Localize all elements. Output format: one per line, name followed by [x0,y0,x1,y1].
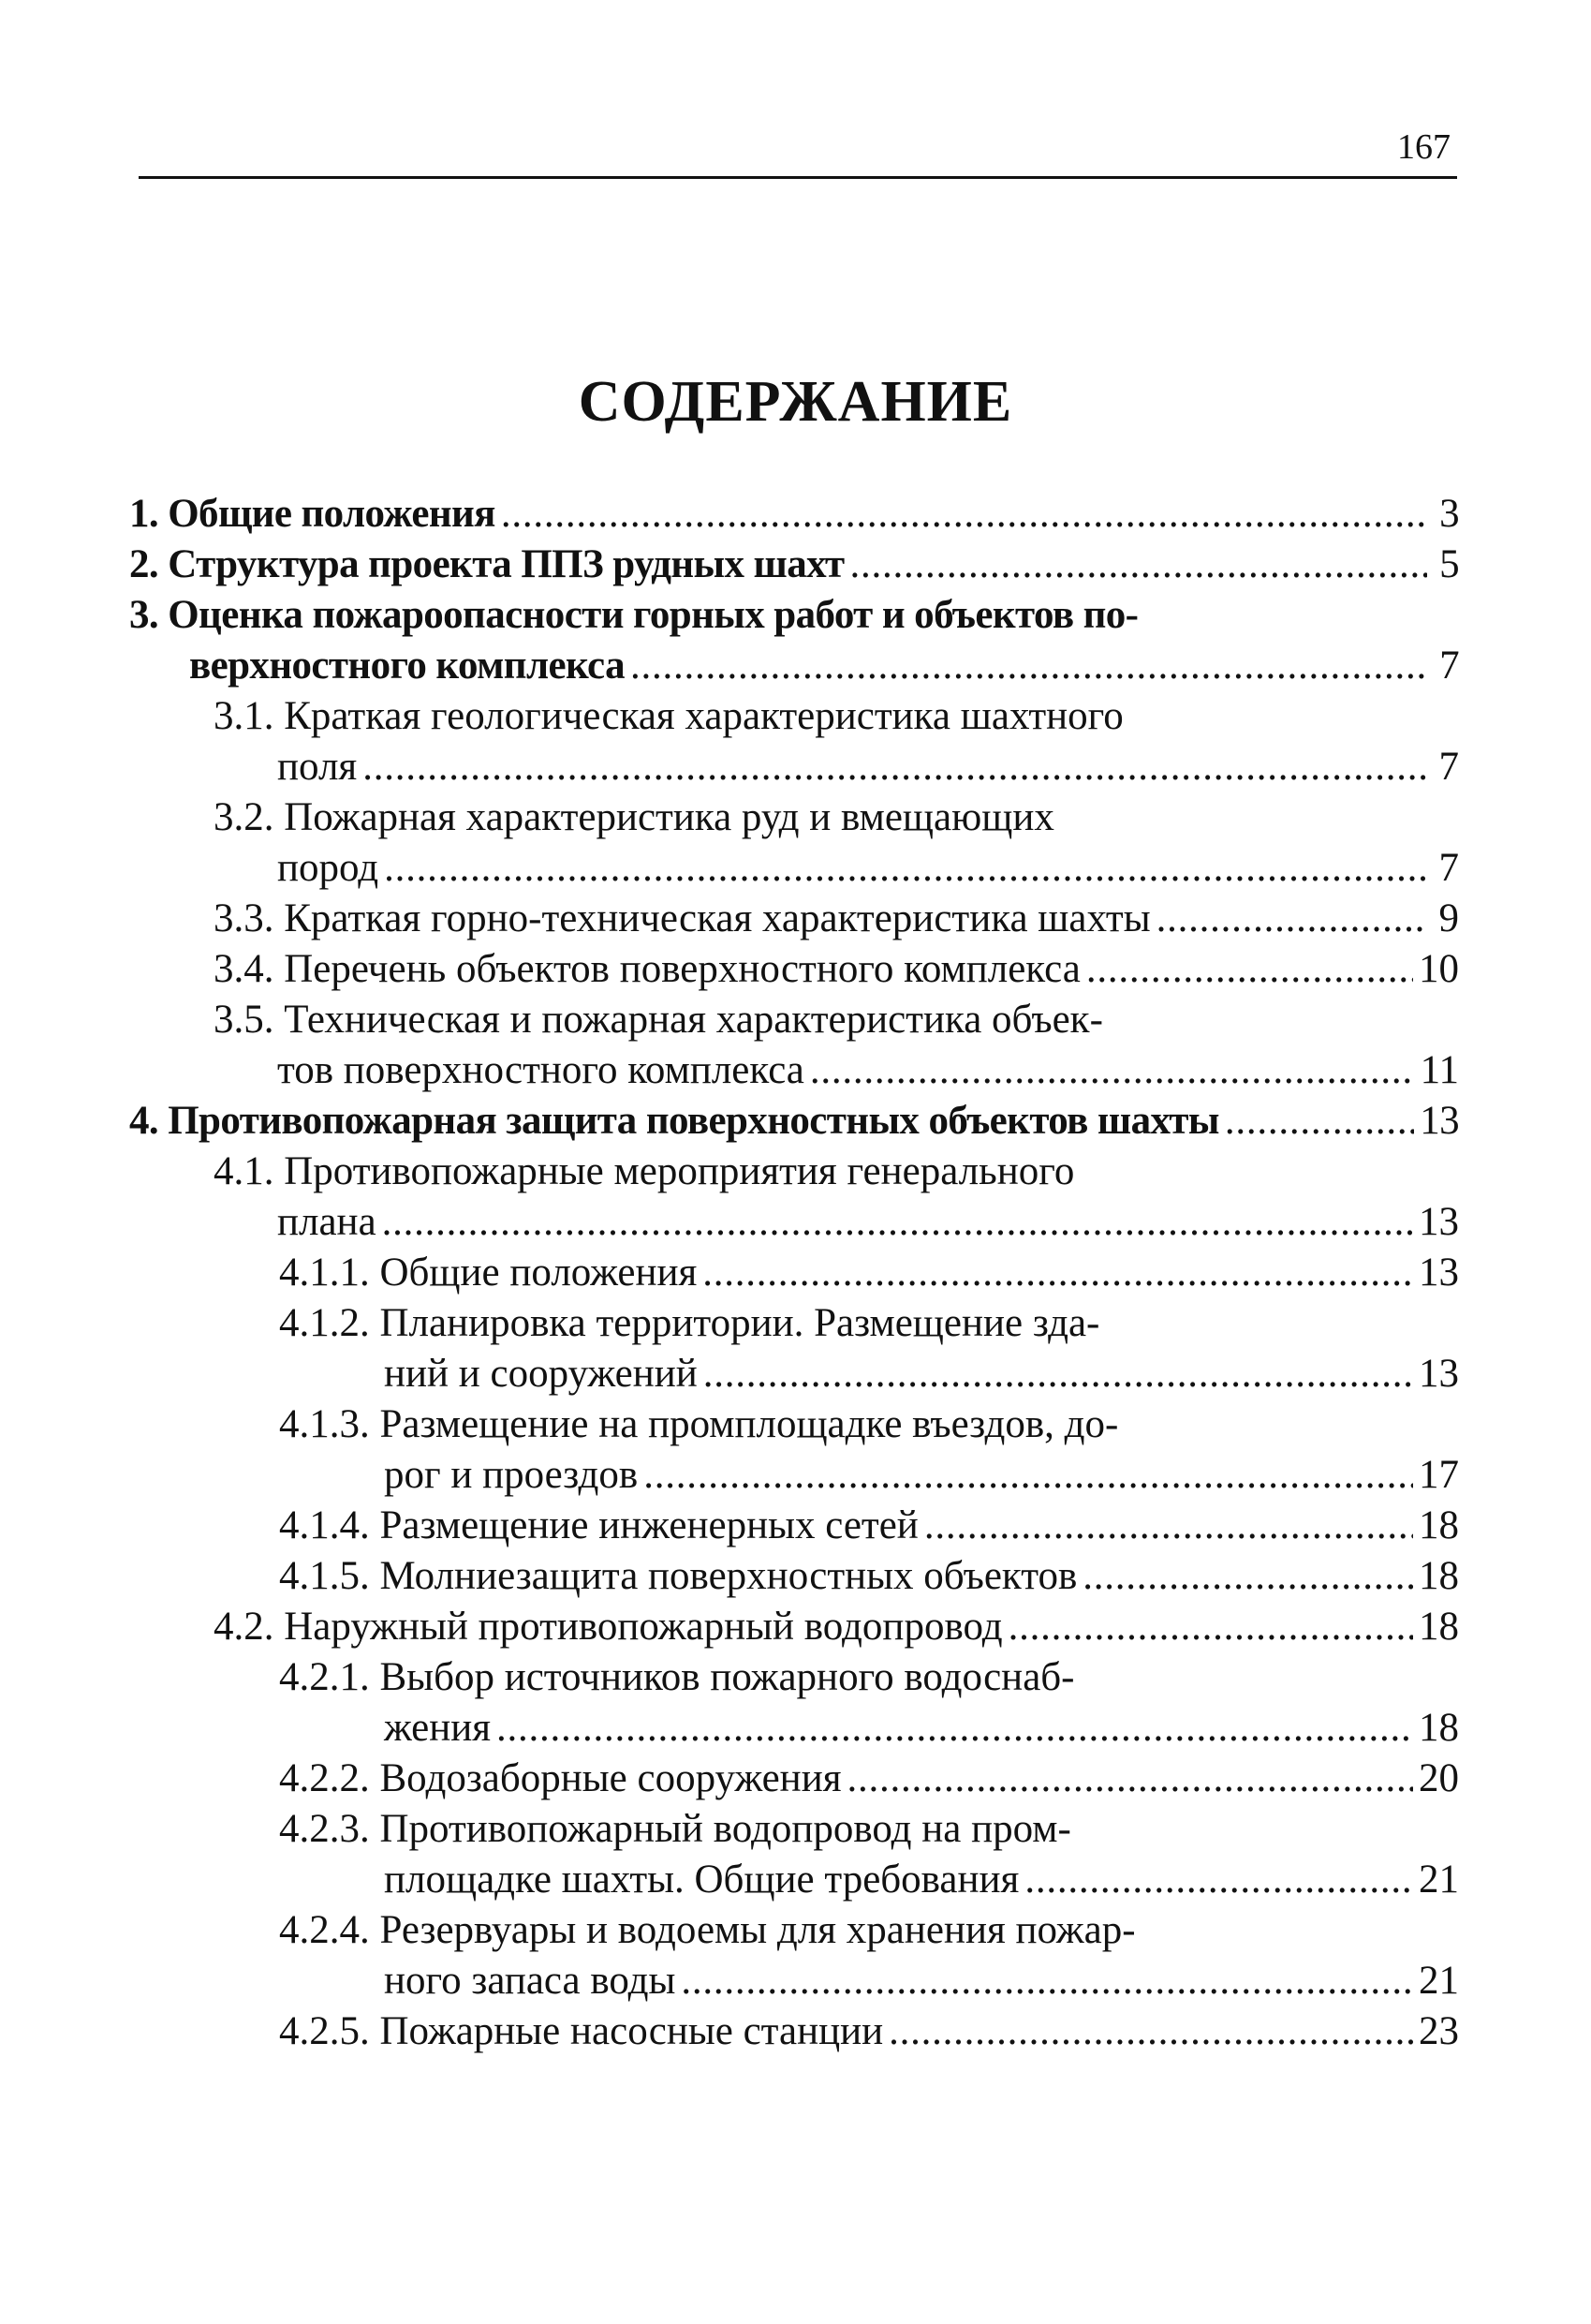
toc-entry-line [129,1450,1459,1501]
dot-leader [1086,944,1413,995]
toc-entry-text: 3.5. Техническая и пожарная характеристика объек- [214,998,1103,1042]
toc-entry-line [129,1349,1459,1399]
toc-entry-text: 4.1.2. Планировка территории. Размещение зда- [279,1301,1100,1345]
toc-entry-text: верхностного комплекса [189,644,625,688]
toc-entry-page: 13 [1419,1251,1459,1295]
toc-entry-line [129,1399,1459,1450]
toc-entry-text: 4.1.3. Размещение на промплощадке въездов, до- [279,1402,1119,1446]
toc-entry-page: 18 [1419,1706,1459,1750]
toc-entry-page: 20 [1419,1756,1459,1800]
toc-entry-line [129,489,1459,540]
toc-entry-page: 13 [1419,1200,1459,1244]
toc-entry-text: ний и сооружений [384,1352,698,1396]
toc-entry-page: 7 [1439,644,1459,688]
toc-entry-page: 10 [1419,947,1459,991]
toc-entry-text: 4.2.5. Пожарные насосные станции [279,2009,884,2053]
toc-title: СОДЕРЖАНИЕ [578,370,1013,434]
toc-entry-line [129,995,1459,1045]
toc-entry-text: поля [277,745,358,789]
toc-entry-line [129,1551,1459,1602]
dot-leader [496,1703,1413,1754]
toc-entry-page: 21 [1419,1959,1459,2003]
dot-leader [924,1501,1413,1551]
toc-entry-text: 4.2.3. Противопожарный водопровод на пром- [279,1807,1071,1851]
dot-leader [850,540,1427,590]
dot-leader [362,742,1427,792]
toc-entry-text: 2. Структура проекта ППЗ рудных шахт [129,542,845,586]
toc-entry-line [129,944,1459,995]
toc-entry-page: 7 [1438,745,1459,789]
toc-entry-text: 4.2.4. Резервуары и водоемы для хранения пожар- [279,1908,1136,1952]
dot-leader [889,2006,1413,2057]
toc-entry-line [129,1956,1459,2006]
toc-entry-text: 3. Оценка пожароопасности горных работ и объектов по- [129,593,1139,637]
toc-entry-text: 3.4. Перечень объектов поверхностного комплекса [214,947,1081,991]
toc-entry-page: 17 [1419,1453,1459,1497]
toc-entry-line [129,843,1459,894]
toc-entry-page: 18 [1419,1554,1459,1598]
toc-entry-line [129,1905,1459,1956]
toc-entry-line [129,1652,1459,1703]
toc-entry-line [129,1045,1459,1096]
toc-entry-line [129,1147,1459,1197]
toc-entry-text: тов поверхностного комплекса [277,1048,804,1092]
toc-entry-page: 13 [1419,1352,1459,1396]
dot-leader [1083,1551,1413,1602]
toc-entry-line [129,1096,1459,1147]
toc-entry-text: площадке шахты. Общие требования [384,1858,1020,1902]
toc-entry-text: 4.2.1. Выбор источников пожарного водоснаб- [279,1655,1075,1699]
toc-entry-line [129,742,1459,792]
toc-entry-line [129,792,1459,843]
toc-entry-line [129,1855,1459,1905]
dot-leader [1156,894,1427,944]
toc-entry-text: 3.2. Пожарная характеристика руд и вмещающих [214,795,1054,839]
dot-leader [384,843,1427,894]
dot-leader [681,1956,1413,2006]
toc-entry-line [129,1248,1459,1298]
toc-entry-text: жения [384,1706,492,1750]
toc-entry-line [129,641,1459,691]
toc-entry-text: ного запаса воды [384,1959,676,2003]
header-rule [139,176,1457,179]
dot-leader [630,641,1427,691]
toc-entry-line [129,1754,1459,1804]
toc-entry-page: 9 [1438,896,1459,940]
dot-leader [501,489,1427,540]
toc-entry-line [129,1197,1459,1248]
toc-entry-line [129,1298,1459,1349]
toc-entry-page: 18 [1419,1605,1459,1649]
toc-entry-line [129,894,1459,944]
toc-entry-line [129,1501,1459,1551]
toc-entry-text: плана [277,1200,376,1244]
toc-entry-page: 3 [1439,492,1459,536]
toc-entry-line [129,691,1459,742]
toc-entry-line [129,1804,1459,1855]
dot-leader [702,1248,1413,1298]
dot-leader [382,1197,1413,1248]
toc-entry-page: 11 [1420,1048,1459,1092]
page-number: 167 [1397,127,1451,167]
dot-leader [810,1045,1415,1096]
dot-leader [1009,1602,1413,1652]
dot-leader [1024,1855,1413,1905]
toc-entry-line [129,1703,1459,1754]
toc-entry-line [129,1602,1459,1652]
toc-entry-line [129,590,1459,641]
toc-entry-text: 4.1.1. Общие положения [279,1251,698,1295]
table-of-contents [129,489,1459,2057]
toc-entry-line [129,2006,1459,2057]
dot-leader [847,1754,1414,1804]
toc-entry-page: 5 [1439,542,1459,586]
toc-entry-page: 21 [1419,1858,1459,1902]
toc-entry-text: рог и проездов [384,1453,639,1497]
toc-entry-text: 4. Противопожарная защита поверхностных объектов шахты [129,1099,1219,1143]
toc-entry-page: 13 [1420,1099,1459,1143]
toc-entry-text: 4.2.2. Водозаборные сооружения [279,1756,842,1800]
toc-entry-text: 4.1.5. Молниезащита поверхностных объектов [279,1554,1078,1598]
toc-entry-page: 7 [1438,846,1459,890]
toc-entry-line [129,540,1459,590]
toc-entry-page: 23 [1419,2009,1459,2053]
dot-leader [643,1450,1413,1501]
toc-entry-text: пород [277,846,379,890]
toc-entry-text: 3.3. Краткая горно-техническая характеристика шахты [214,896,1151,940]
toc-entry-page: 18 [1419,1503,1459,1547]
toc-entry-text: 4.1. Противопожарные мероприятия генерального [214,1149,1075,1193]
dot-leader [703,1349,1413,1399]
toc-entry-text: 4.2. Наружный противопожарный водопровод [214,1605,1003,1649]
toc-entry-text: 3.1. Краткая геологическая характеристика шахтного [214,694,1124,738]
toc-entry-text: 1. Общие положения [129,492,495,536]
toc-entry-text: 4.1.4. Размещение инженерных сетей [279,1503,919,1547]
dot-leader [1225,1096,1414,1147]
